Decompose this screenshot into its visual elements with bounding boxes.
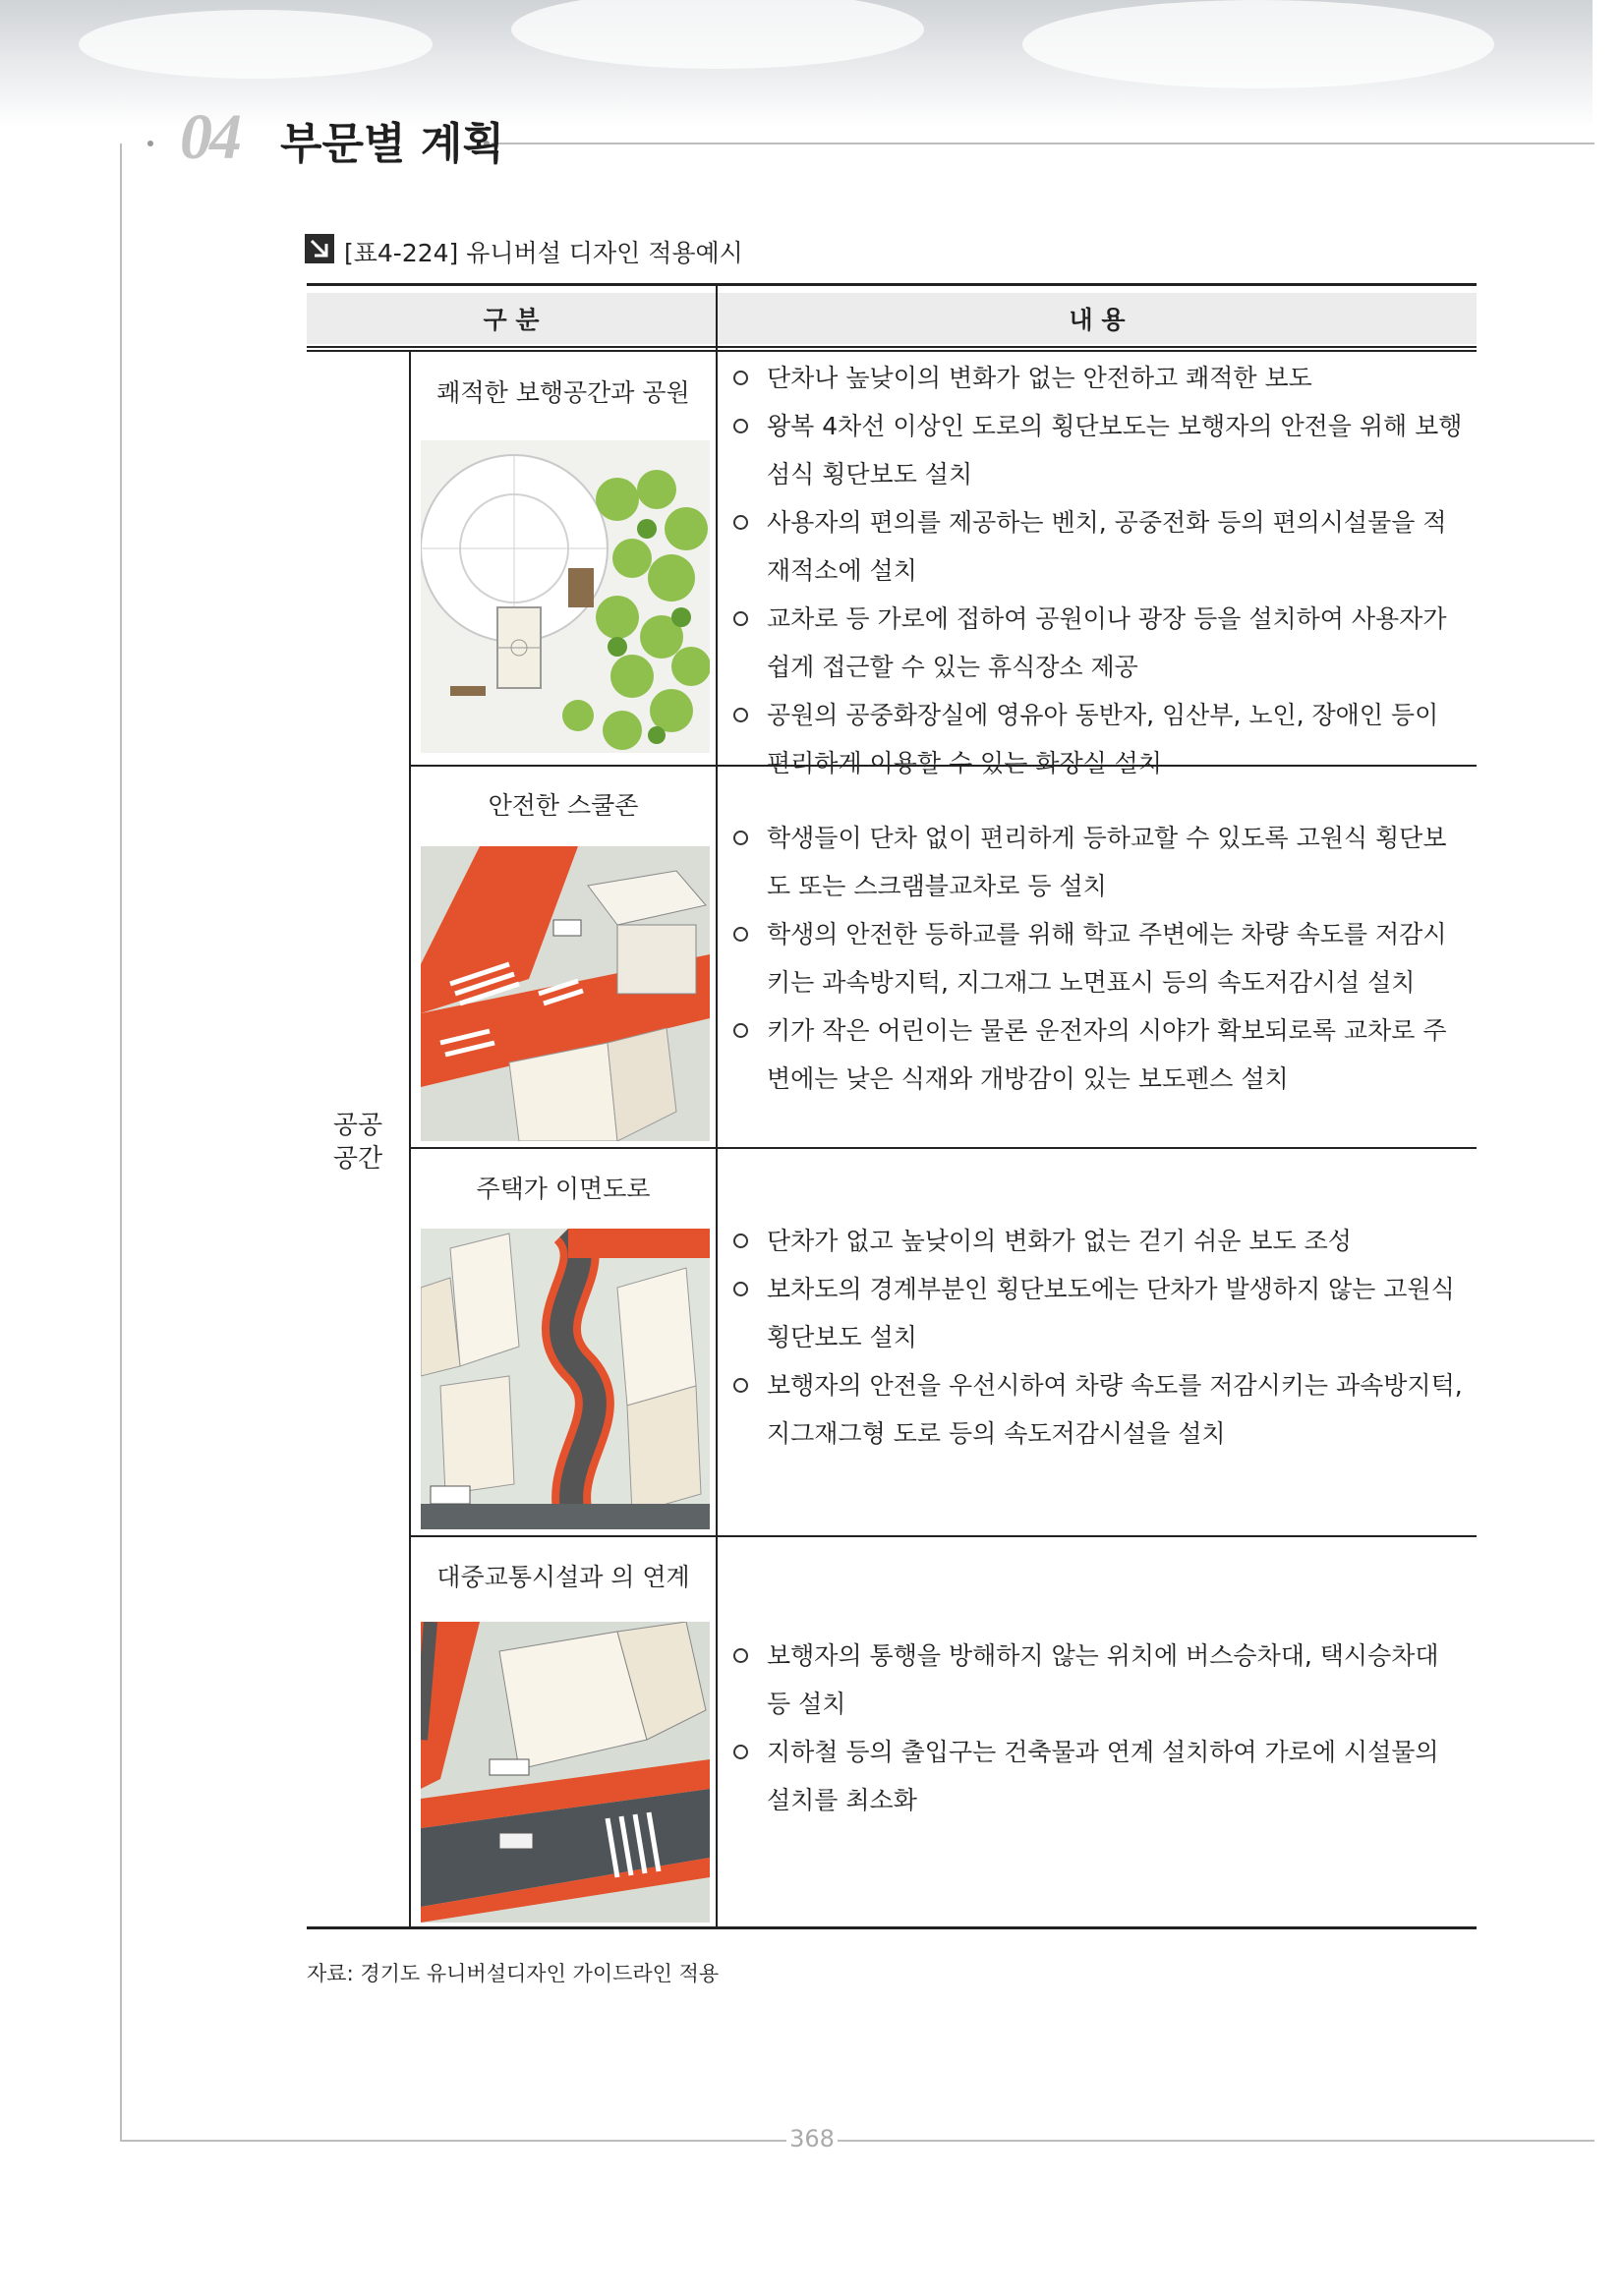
list-item: 학생의 안전한 등하교를 위해 학교 주변에는 차량 속도를 저감시키는 과속방지턱, 지그재그 노면표시 등의 속도저감시설 설치 [729, 910, 1467, 1006]
column-divider [716, 283, 718, 1929]
row-divider [409, 1147, 1477, 1149]
list-item: 단차가 없고 높낮이의 변화가 없는 걷기 쉬운 보도 조성 [729, 1217, 1467, 1265]
header-rule-2 [307, 350, 1477, 352]
arrow-icon [305, 234, 334, 263]
header-rule [492, 143, 1595, 144]
cloud-shape [1022, 0, 1494, 88]
chapter-title: 부문별 계획 [280, 119, 504, 169]
row-divider [409, 1535, 1477, 1537]
list-item: 사용자의 편의를 제공하는 벤치, 공중전화 등의 편의시설물을 적재적소에 설치 [729, 498, 1467, 595]
header-content: 내 용 [718, 293, 1477, 344]
list-item: 보행자의 통행을 방해하지 않는 위치에 버스승차대, 택시승차대 등 설치 [729, 1632, 1467, 1728]
row-content [729, 1632, 1467, 1824]
row-category-title: 주택가 이면도로 [476, 1175, 651, 1203]
source-note: 자료: 경기도 유니버설디자인 가이드라인 적용 [307, 1962, 720, 1985]
list-item: 단차나 높낮이의 변화가 없는 안전하고 쾌적한 보도 [729, 354, 1467, 402]
list-item: 보행자의 안전을 우선시하여 차량 속도를 저감시키는 과속방지턱, 지그재그형 도로 등의 속도저감시설을 설치 [729, 1361, 1467, 1458]
header-sky-banner [0, 0, 1593, 128]
row-content [729, 354, 1467, 787]
group-label-line: 공간 [332, 1144, 383, 1174]
page-frame-bottom [120, 2140, 1595, 2142]
table-bottom-rule [307, 1926, 1477, 1929]
transit-link-illustration [421, 1622, 710, 1923]
row-content [729, 1217, 1467, 1458]
table-caption: [표4-224] 유니버설 디자인 적용예시 [344, 239, 743, 267]
list-item: 학생들이 단차 없이 편리하게 등하교할 수 있도록 고원식 횡단보도 또는 스크램블교차로 등 설치 [729, 814, 1467, 910]
residential-street-illustration [421, 1229, 710, 1529]
header-rule-1 [307, 346, 1477, 348]
group-divider [409, 350, 411, 1929]
cloud-shape [511, 0, 924, 69]
page-number: 368 [786, 2125, 838, 2152]
list-item: 공원의 공중화장실에 영유아 동반자, 임산부, 노인, 장애인 등이 편리하게 이용할 수 있는 화장실 설치 [729, 691, 1467, 787]
header-category: 구 분 [307, 293, 716, 344]
school-zone-illustration [421, 846, 710, 1141]
list-item: 왕복 4차선 이상인 도로의 횡단보도는 보행자의 안전을 위해 보행섬식 횡단보도 설치 [729, 402, 1467, 498]
row-category-title: 쾌적한 보행공간과 공원 [436, 378, 690, 407]
cloud-shape [79, 10, 433, 79]
design-table [307, 283, 1477, 1929]
park-illustration [421, 440, 710, 753]
row-category-title: 대중교통시설과 의 연계 [436, 1563, 690, 1591]
list-item: 교차로 등 가로에 접하여 공원이나 광장 등을 설치하여 사용자가 쉽게 접근할 수 있는 휴식장소 제공 [729, 595, 1467, 691]
list-item: 키가 작은 어린이는 물론 운전자의 시야가 확보되로록 교차로 주변에는 낮은 식재와 개방감이 있는 보도펜스 설치 [729, 1006, 1467, 1103]
row-category-title: 안전한 스쿨존 [488, 791, 639, 820]
chapter-number: 04 [180, 101, 239, 173]
rule-dot [147, 141, 153, 146]
group-label-line: 공공 [332, 1111, 383, 1140]
table-top-rule [307, 283, 1477, 286]
group-label [307, 1109, 409, 1176]
row-content [729, 814, 1467, 1103]
list-item: 지하철 등의 출입구는 건축물과 연계 설치하여 가로에 시설물의 설치를 최소화 [729, 1728, 1467, 1824]
page-frame-left [120, 144, 122, 2141]
list-item: 보차도의 경계부분인 횡단보도에는 단차가 발생하지 않는 고원식 횡단보도 설치 [729, 1265, 1467, 1361]
